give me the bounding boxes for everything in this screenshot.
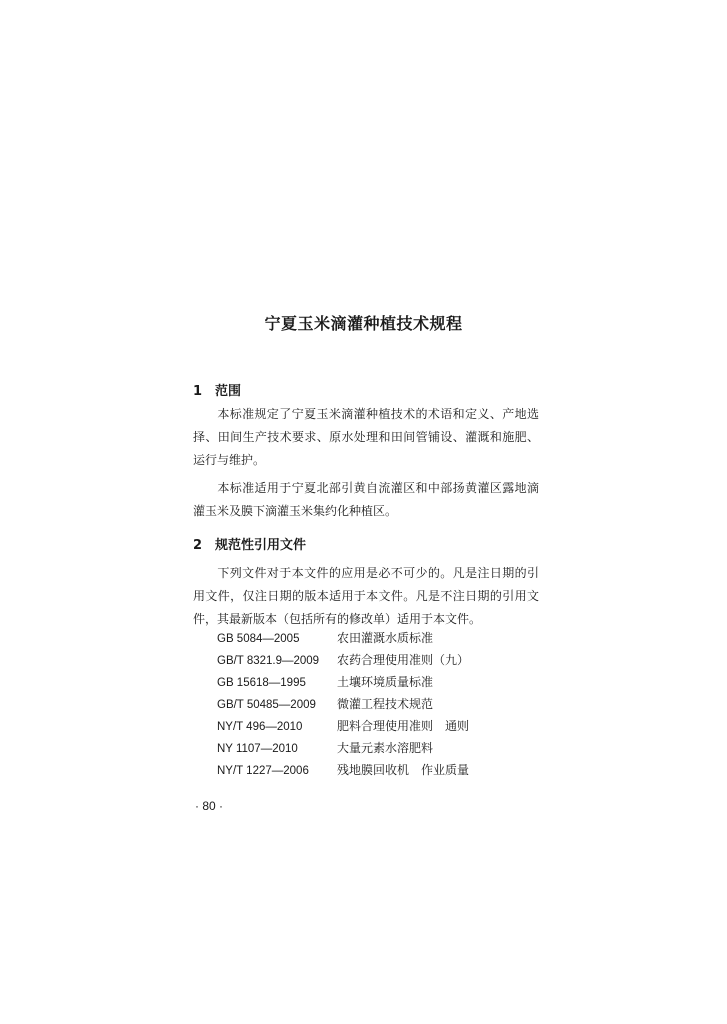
reference-item: [217, 627, 469, 649]
reference-code: NY 1107—2010: [217, 743, 298, 755]
paragraph-text: 本标准规定了宁夏玉米滴灌种植技术的术语和定义、产地选择、田间生产技术要求、原水处理和田间管铺设、灌溉和施肥、运行与维护。: [193, 407, 539, 467]
reference-name: 农田灌溉水质标准: [337, 631, 434, 645]
reference-item: [217, 737, 469, 759]
reference-code: GB 5084—2005: [217, 633, 300, 645]
section-heading-scope: [193, 380, 241, 399]
reference-item: [217, 649, 469, 671]
reference-code: GB/T 8321.9—2009: [217, 655, 320, 667]
page-number: · 80 ·: [195, 799, 224, 813]
reference-code: NY/T 1227—2006: [217, 765, 309, 777]
reference-code: GB 15618—1995: [217, 677, 306, 689]
paragraph-text: 本标准适用于宁夏北部引黄自流灌区和中部扬黄灌区露地滴灌玉米及膜下滴灌玉米集约化种植区。: [193, 481, 539, 518]
section-title: 规范性引用文件: [215, 538, 307, 553]
reference-item: [217, 715, 469, 737]
references-paragraph: [193, 562, 539, 631]
reference-list: [217, 627, 469, 781]
reference-name: 土壤环境质量标准: [337, 675, 434, 689]
reference-name: 农药合理使用准则（九）: [337, 653, 470, 667]
paragraph-text: 下列文件对于本文件的应用是必不可少的。凡是注日期的引用文件，仅注日期的版本适用于本文件。凡是不注日期的引用文件，其最新版本（包括所有的修改单）适用于本文件。: [193, 566, 539, 626]
reference-name: 微灌工程技术规范: [337, 697, 434, 711]
section-number: 1: [193, 384, 203, 399]
reference-item: [217, 693, 469, 715]
section-number: 2: [193, 538, 203, 553]
reference-item: [217, 671, 469, 693]
reference-name: 残地膜回收机 作业质量: [337, 763, 470, 777]
document-title: 宁夏玉米滴灌种植技术规程: [264, 314, 463, 333]
scope-paragraph-2: [193, 477, 539, 523]
reference-name: 大量元素水溶肥料: [337, 741, 434, 755]
reference-code: GB/T 50485—2009: [217, 699, 316, 711]
scope-paragraph-1: [193, 403, 539, 472]
section-heading-normative-references: [193, 534, 306, 553]
reference-name: 肥料合理使用准则 通则: [337, 719, 470, 733]
reference-code: NY/T 496—2010: [217, 721, 303, 733]
reference-item: [217, 759, 469, 781]
section-title: 范围: [215, 384, 242, 399]
